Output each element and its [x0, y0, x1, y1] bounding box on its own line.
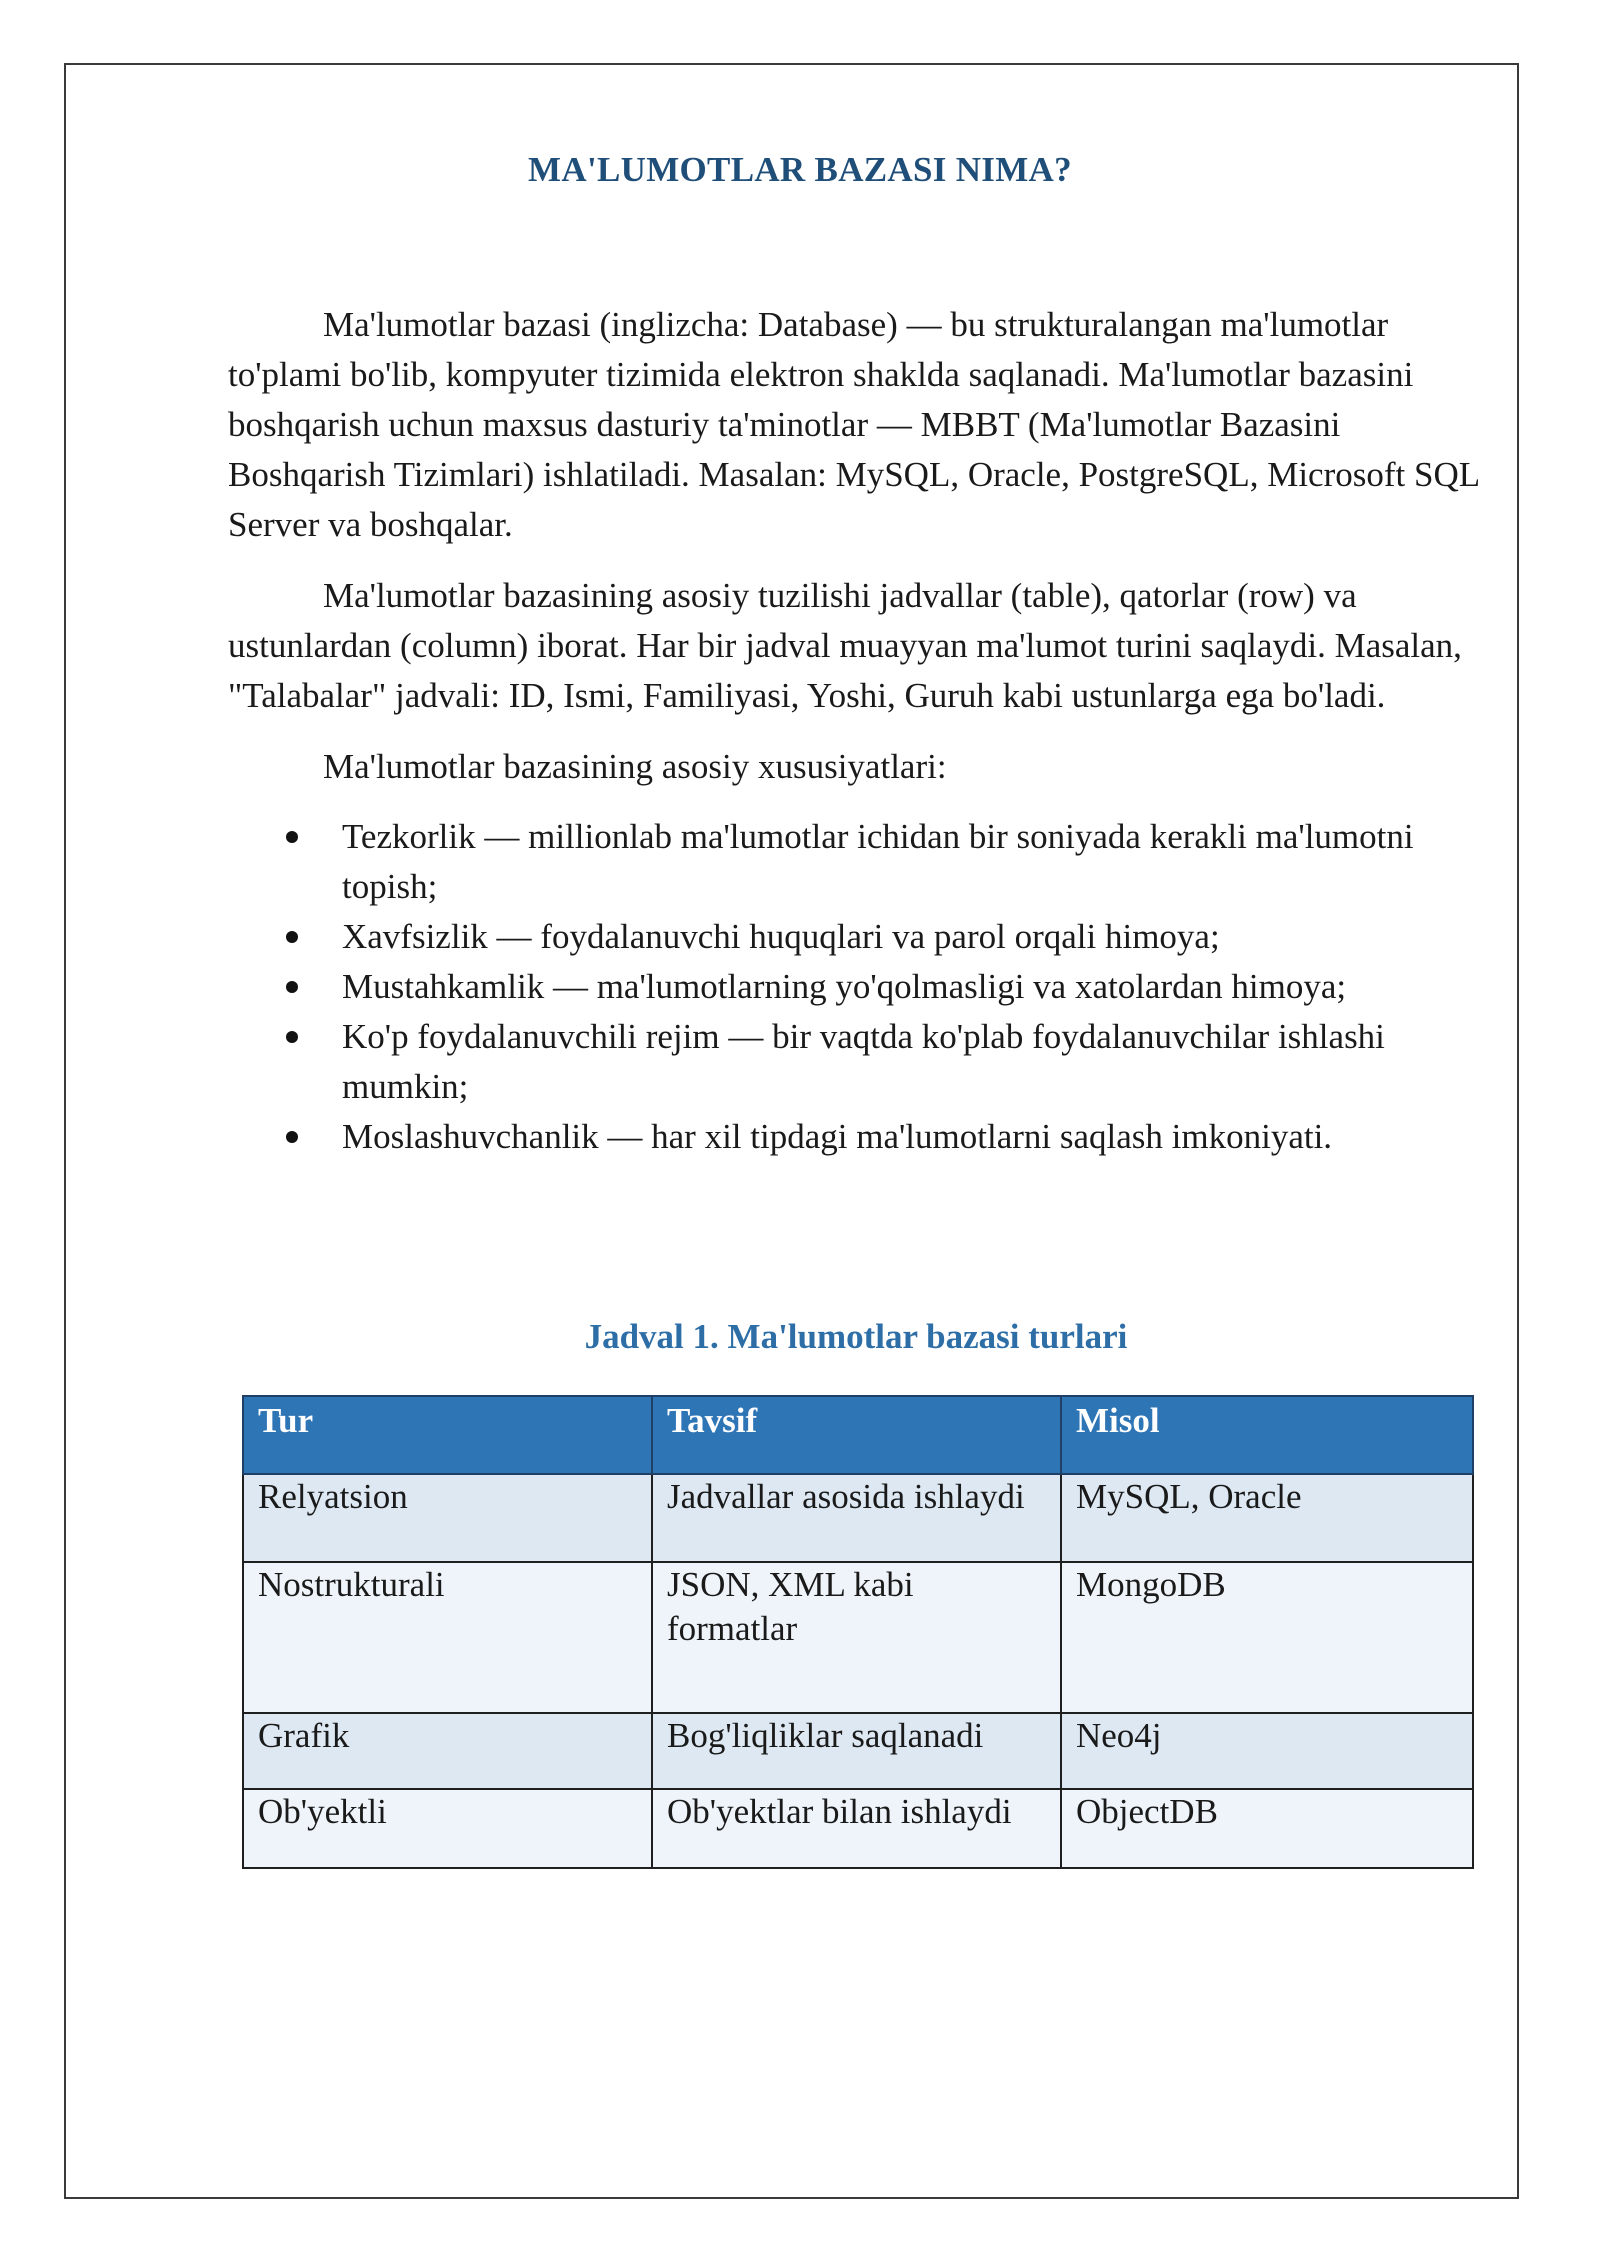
- table-cell: Grafik: [243, 1713, 652, 1789]
- database-types-table: [242, 1395, 1474, 1869]
- bullet-icon: [286, 831, 298, 843]
- feature-text: Xavfsizlik — foydalanuvchi huquqlari va parol orqali himoya;: [342, 917, 1220, 956]
- bullet-icon: [286, 1131, 298, 1143]
- table-caption: Jadval 1. Ma'lumotlar bazasi turlari: [584, 1317, 1128, 1356]
- feature-text: Tezkorlik — millionlab ma'lumotlar ichidan bir soniyada kerakli ma'lumotni topish;: [342, 817, 1414, 906]
- column-header-description: Tavsif: [652, 1396, 1061, 1474]
- table-row: [243, 1789, 1473, 1868]
- list-item: [342, 962, 1480, 1012]
- bullet-icon: [286, 981, 298, 993]
- table-cell: Jadvallar asosida ishlaydi: [652, 1474, 1061, 1562]
- table-cell: MySQL, Oracle: [1061, 1474, 1473, 1562]
- list-item: [342, 1012, 1480, 1112]
- table-cell: Neo4j: [1061, 1713, 1473, 1789]
- table-cell: Bog'liqliklar saqlanadi: [652, 1713, 1061, 1789]
- features-list: [228, 812, 1480, 1162]
- document-title: MA'LUMOTLAR BAZASI NIMA?: [528, 150, 1072, 189]
- table-header-row: [243, 1396, 1473, 1474]
- feature-text: Ko'p foydalanuvchili rejim — bir vaqtda ko'plab foydalanuvchilar ishlashi mumkin;: [342, 1017, 1385, 1106]
- table-cell: MongoDB: [1061, 1562, 1473, 1713]
- paragraph-definition: Ma'lumotlar bazasi (inglizcha: Database) — bu strukturalangan ma'lumotlar to'plami bo'lib, kompyuter tizimida elektron shaklda saqlanadi. Ma'lumotlar bazasini boshqarish uchun maxsus dasturiy ta'minotlar — MBBT (Ma'lumotlar Bazasini Boshqarish Tizimlari) ishlatiladi. Masalan: MySQL, Oracle, PostgreSQL, Microsoft SQL Server va boshqalar.: [228, 305, 1479, 544]
- column-header-example: Misol: [1061, 1396, 1473, 1474]
- paragraph-features-intro: Ma'lumotlar bazasining asosiy xususiyatlari:: [323, 747, 947, 786]
- bullet-icon: [286, 931, 298, 943]
- table-row: [243, 1474, 1473, 1562]
- table-cell: JSON, XML kabi formatlar: [652, 1562, 1061, 1713]
- table-cell: Nostrukturali: [243, 1562, 652, 1713]
- feature-text: Moslashuvchanlik — har xil tipdagi ma'lumotlarni saqlash imkoniyati.: [342, 1117, 1333, 1156]
- paragraph-structure: Ma'lumotlar bazasining asosiy tuzilishi jadvallar (table), qatorlar (row) va ustunlardan (column) iborat. Har bir jadval muayyan ma'lumot turini saqlaydi. Masalan, "Talabalar" jadvali: ID, Ismi, Familiyasi, Yoshi, Guruh kabi ustunlarga ega bo'ladi.: [228, 576, 1462, 715]
- list-item: [342, 1112, 1480, 1162]
- feature-text: Mustahkamlik — ma'lumotlarning yo'qolmasligi va xatolardan himoya;: [342, 967, 1347, 1006]
- list-item: [342, 812, 1480, 912]
- table-row: [243, 1562, 1473, 1713]
- table-cell: ObjectDB: [1061, 1789, 1473, 1868]
- document-body: [228, 300, 1480, 1162]
- bullet-icon: [286, 1031, 298, 1043]
- table-cell: Ob'yektli: [243, 1789, 652, 1868]
- column-header-type: Tur: [243, 1396, 652, 1474]
- table-cell: Ob'yektlar bilan ishlaydi: [652, 1789, 1061, 1868]
- list-item: [342, 912, 1480, 962]
- table-cell: Relyatsion: [243, 1474, 652, 1562]
- table-row: [243, 1713, 1473, 1789]
